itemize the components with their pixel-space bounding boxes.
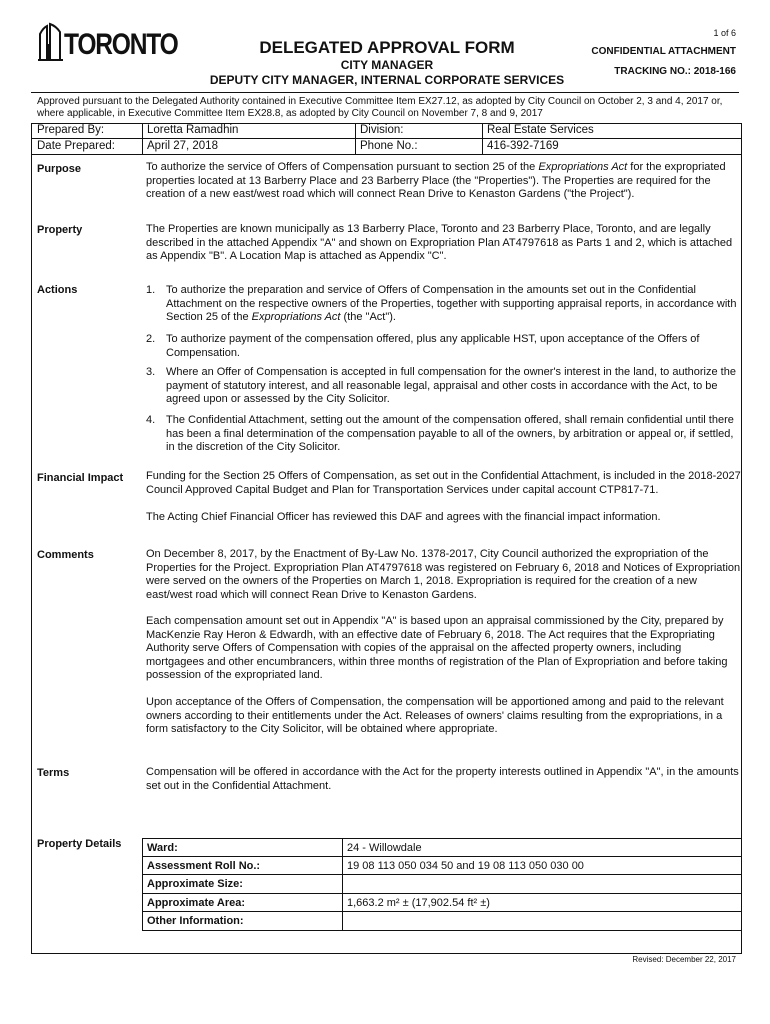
action-number: 2. — [146, 333, 156, 345]
purpose-label: Purpose — [37, 163, 82, 175]
ward-value: 24 - Willowdale — [347, 842, 422, 854]
table-row — [143, 894, 742, 913]
table-row — [143, 857, 742, 876]
purpose-text — [146, 161, 742, 202]
info-divider-3 — [482, 123, 483, 155]
prepared-by-label: Prepared By: — [37, 124, 105, 136]
other-information-label: Other Information: — [147, 915, 244, 928]
tracking-number: TRACKING NO.: 2018-166 — [614, 66, 736, 77]
prepared-by-value: Loretta Ramadhin — [147, 124, 239, 136]
property-details-label: Property Details — [37, 838, 122, 850]
approximate-area-label: Approximate Area: — [147, 896, 246, 909]
header-divider — [31, 92, 739, 93]
division-value: Real Estate Services — [487, 124, 594, 136]
division-label: Division: — [360, 124, 404, 136]
info-divider-2 — [355, 123, 356, 155]
terms-label: Terms — [37, 767, 70, 779]
form-title: DELEGATED APPROVAL FORM — [259, 38, 515, 57]
action-item-4: The Confidential Attachment, setting out the amount of the compensation offered, shall remain confidential until there has been a final determination of the compensation payable to all of the owners, by arbitration or appeal or, if settled, in the discretion of the City Solicitor. — [166, 414, 734, 454]
comments-text-3: Upon acceptance of the Offers of Compensation, the compensation will be apportioned among and paid to the relevant owners according to their entitlements under the Act. Releases of owners' claims resulting from the expropriations, in a form satisfactory to the City Solicitor, will be obtained where appropriate. — [146, 696, 724, 736]
terms-text: Compensation will be offered in accordance with the Act for the property interests outlined in Appendix "A", in the amounts set out in the Confidential Attachment. — [146, 766, 739, 792]
column-divider — [342, 857, 343, 875]
column-divider — [342, 894, 343, 912]
property-label: Property — [37, 224, 83, 236]
ward-label: Ward: — [147, 842, 178, 854]
actions-label: Actions — [37, 284, 78, 296]
action-number: 3. — [146, 366, 156, 378]
page-number: 1 of 6 — [713, 28, 736, 38]
financial-impact-text-2: The Acting Chief Financial Officer has reviewed this DAF and agrees with the financial impact information. — [146, 511, 661, 523]
action-text-part: (the "Act"). — [340, 311, 396, 324]
column-divider — [342, 875, 343, 893]
comments-text-2: Each compensation amount set out in Appendix "A" is based upon an appraisal commissioned by the City, prepared by MacKenzie Ray Heron & Edwardh, with an effective date of February 6, 2018. The Act requires that the Expropriating Authority serve Offers of Compensation with copies of the appraisal on the affected property owners, including mortgagees and other encumbrancers, within three months of registration of the Plan of Expropriation and before taking possession of the expropriated land. — [146, 615, 728, 682]
property-details-table — [142, 838, 742, 931]
confidential-attachment-label: CONFIDENTIAL ATTACHMENT — [591, 46, 736, 57]
purpose-text-part: To authorize the service of Offers of Compensation pursuant to section 25 of the — [146, 161, 539, 173]
action-item-2: To authorize payment of the compensation offered, plus any applicable HST, upon acceptance of the Offers of Compensation. — [166, 333, 700, 359]
table-row — [143, 875, 742, 894]
date-prepared-row — [31, 139, 742, 155]
info-divider-1 — [142, 123, 143, 155]
column-divider — [342, 839, 343, 856]
revised-date: Revised: December 22, 2017 — [632, 955, 736, 964]
action-number: 1. — [146, 284, 156, 296]
form-subtitle-deputy: DEPUTY CITY MANAGER, INTERNAL CORPORATE SERVICES — [209, 73, 565, 87]
approximate-area-value: 1,663.2 m² ± (17,902.54 ft² ±) — [347, 896, 490, 909]
phone-label: Phone No.: — [360, 140, 418, 152]
purpose-act-name: Expropriations Act — [538, 161, 628, 173]
form-subtitle-city-manager: CITY MANAGER — [340, 58, 434, 72]
date-prepared-value: April 27, 2018 — [147, 140, 218, 152]
approximate-size-label: Approximate Size: — [147, 878, 243, 891]
property-text: The Properties are known municipally as 13 Barberry Place, Toronto and 23 Barberry Place, Toronto, and are legally described in the attached Appendix "A" and shown on Expropriation Plan AT4797618 as Parts 1 and 2, which is attached as Appendix "B". A Location Map is attached as Appendix "C". — [146, 223, 733, 263]
toronto-city-hall-logo-icon — [38, 22, 64, 62]
table-row — [143, 838, 742, 857]
assessment-roll-label: Assessment Roll No.: — [147, 859, 261, 872]
purpose-text-part: for the expropriated properties located at 13 Barberry Place and 23 Barberry Place (the "Properties"). The Properties are required for the creation of a new east/west road which will connect Rean Drive to Kenaston Gardens ("the Project"). — [146, 161, 726, 201]
action-number: 4. — [146, 414, 156, 426]
column-divider — [342, 912, 343, 930]
phone-value: 416-392-7169 — [487, 140, 559, 152]
date-prepared-label: Date Prepared: — [37, 140, 115, 152]
action-text-part: To authorize the preparation and service of Offers of Compensation in the amounts set out in the Confidential Attachment on the respective owners of the Properties, together with supporting appraisal reports, in accordance with Section 25 of the — [166, 284, 737, 324]
action-item-1 — [166, 284, 742, 325]
approval-authority-text: Approved pursuant to the Delegated Authority contained in Executive Committee Item EX27.12, as adopted by City Council on October 2, 3 and 4, 2017 or, where applicable, in Executive Committee Item EX28.8, as adopted by City Council on November 7, 8 and 9, 2017 — [37, 96, 723, 119]
table-row — [143, 912, 742, 931]
prepared-by-row — [31, 123, 742, 139]
assessment-roll-value: 19 08 113 050 034 50 and 19 08 113 050 030 00 — [347, 859, 584, 872]
financial-impact-text-1: Funding for the Section 25 Offers of Compensation, as set out in the Confidential Attachment, is included in the 2018-2027 Council Approved Capital Budget and Plan for Transportation Services under capital account CTP817-71. — [146, 470, 741, 496]
comments-label: Comments — [37, 549, 94, 561]
toronto-logo-text: TORONTO — [64, 28, 178, 61]
financial-impact-label: Financial Impact — [37, 472, 124, 484]
action-item-3: Where an Offer of Compensation is accepted in full compensation for the owner's interest in the land, to authorize the payment of statutory interest, and all reasonable legal, appraisal and other costs in accordance with the Act, to be agreed upon or assessed by the City Solicitor. — [166, 366, 736, 406]
action-act-name: Expropriations Act — [251, 311, 341, 324]
comments-text-1: On December 8, 2017, by the Enactment of By-Law No. 1378-2017, City Council authorized the expropriation of the Properties for the Project. Expropriation Plan AT4797618 was registered on February 6, 2018 and Notices of Expropriation were served on the owners of the Properties on March 1, 2018. Expropriation is required for the creation of a new east/west road which will connect Rean Drive to Kenaston Gardens. — [146, 548, 741, 601]
